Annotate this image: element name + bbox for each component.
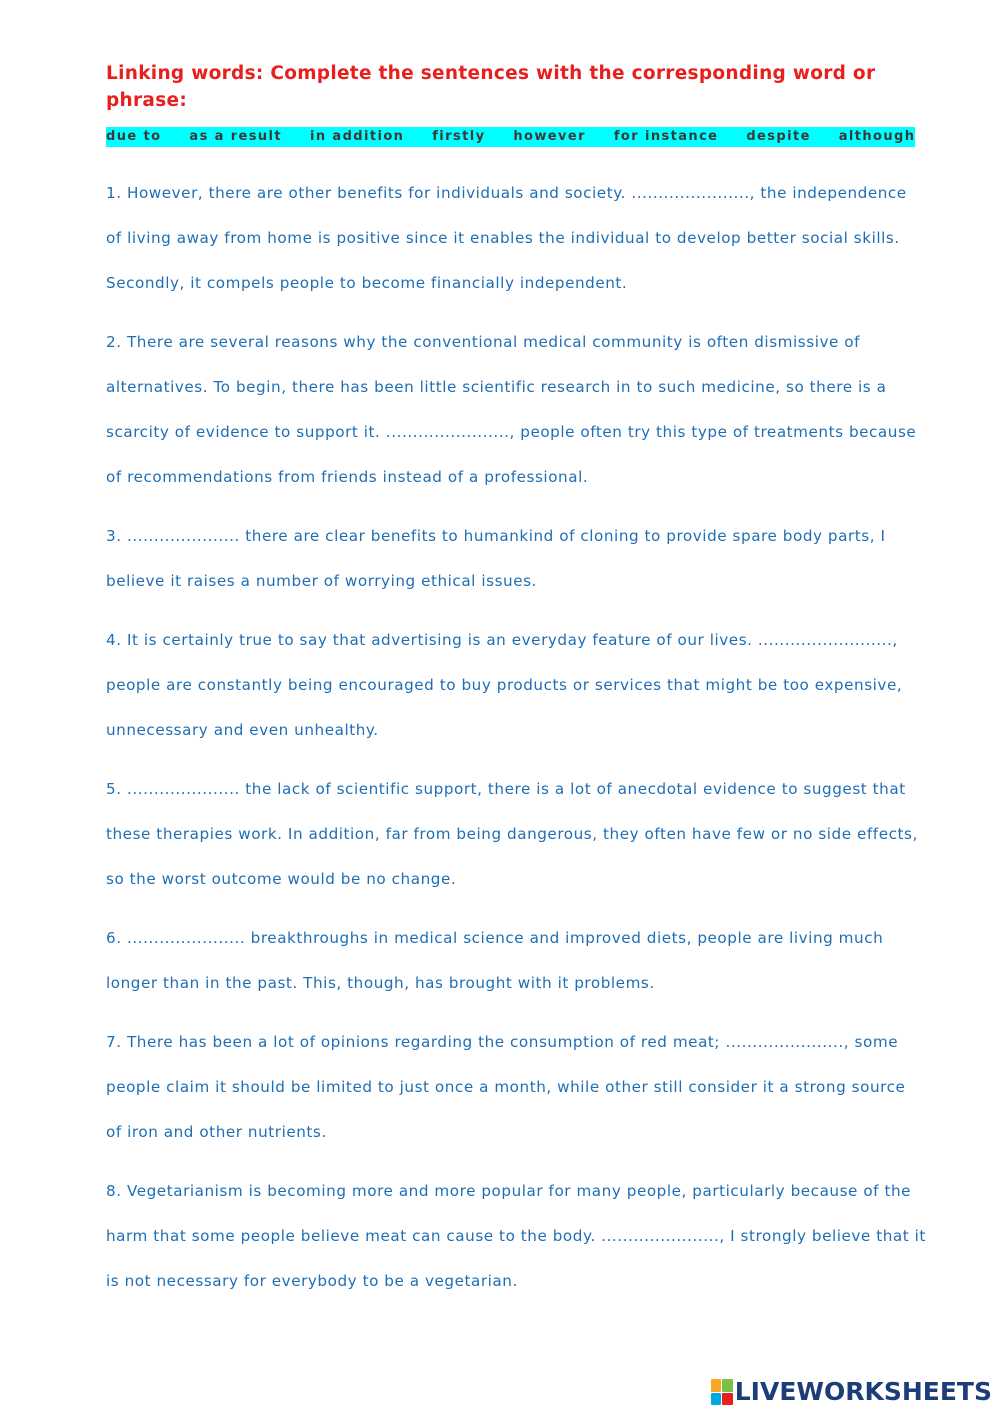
exercise-2[interactable]: 2. There are several reasons why the conventional medical community is often dismissive of alternatives. To begin, there has been little scientific research in to such medicine, so there is a scarcity of evidence to support it. ......................., people often try this type of treatments because of recommendations from friends instead of a professional. — [106, 333, 917, 486]
word-bank — [106, 127, 915, 147]
word-bank-item: for instance — [613, 129, 719, 144]
logo-square-icon — [711, 1393, 722, 1406]
logo-square-icon — [722, 1393, 733, 1406]
liveworksheets-logo — [711, 1377, 992, 1407]
logo-square-icon — [722, 1379, 733, 1392]
exercise-7[interactable]: 7. There has been a lot of opinions regarding the consumption of red meat; ......................, some people claim it should be limited to just once a month, while other still consider it a strong source of iron and other nutrients. — [106, 1033, 906, 1141]
worksheet-title: Linking words: Complete the sentences with the corresponding word or phrase: — [106, 63, 876, 111]
word-bank-item: as a result — [189, 129, 283, 144]
exercise-1[interactable]: 1. However, there are other benefits for individuals and society. ......................, the independence of living away from home is positive since it enables the individual to develop better social skills. Secondly, it compels people to become financially independent. — [106, 184, 907, 292]
exercise-5[interactable]: 5. ..................... the lack of scientific support, there is a lot of anecdotal evidence to suggest that these therapies work. In addition, far from being dangerous, they often have few or no side effects, so the worst outcome would be no change. — [106, 780, 918, 888]
word-bank-item: however — [513, 129, 586, 144]
word-bank-item: despite — [746, 129, 811, 144]
exercise-8[interactable]: 8. Vegetarianism is becoming more and more popular for many people, particularly because of the harm that some people believe meat can cause to the body. ......................, I strongly believe that it is not necessary for everybody to be a vegetarian. — [106, 1182, 926, 1290]
word-bank-item: due to — [106, 129, 162, 144]
exercise-3[interactable]: 3. ..................... there are clear benefits to humankind of cloning to provide spare body parts, I believe it raises a number of worrying ethical issues. — [106, 527, 886, 590]
exercise-6[interactable]: 6. ...................... breakthroughs in medical science and improved diets, people are living much longer than in the past. This, though, has brought with it problems. — [106, 929, 884, 992]
word-bank-item: firstly — [432, 129, 486, 144]
liveworksheets-logo-text: LIVEWORKSHEETS — [734, 1377, 992, 1406]
logo-square-icon — [711, 1379, 722, 1392]
word-bank-item: although — [838, 129, 916, 144]
liveworksheets-logo-icon — [711, 1379, 733, 1405]
word-bank-item: in addition — [309, 129, 405, 144]
worksheet — [106, 60, 926, 1304]
exercise-4[interactable]: 4. It is certainly true to say that advertising is an everyday feature of our lives. ........................., people are constantly being encouraged to buy products or services that might be too expensive, unnecessary and even unhealthy. — [106, 631, 903, 739]
